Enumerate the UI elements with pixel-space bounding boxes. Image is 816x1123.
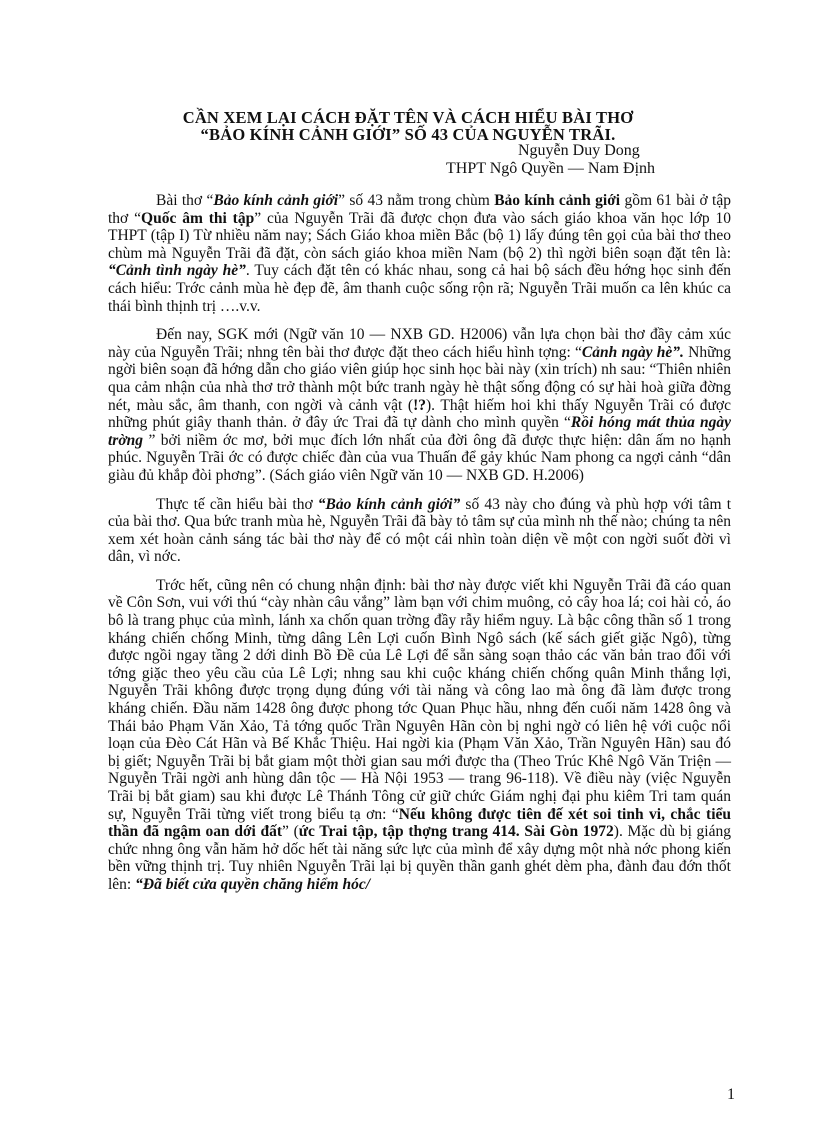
title-line-2: “BẢO KÍNH CẢNH GIỚI” SỐ 43 CỦA NGUYỄN TRÃI. <box>200 125 616 144</box>
p2-run-4: ). Thật hiếm hoi khi thấy Nguyễn Trãi có được những phút giây thanh thản. ở đây ức Trai đã tự dành cho mình quyền “ <box>108 396 732 432</box>
p2-run-0: Đến nay, SGK mới (Ngữ văn 10 — NXB GD. H2006) vẫn lựa chọn bài thơ đầy cảm xúc này của Nguyễn Trãi; nhng tên bài thơ được đặt theo cách hiểu hình tợng: “ <box>108 326 731 361</box>
p3-run-0: Thực tế cần hiểu bài thơ <box>156 495 318 513</box>
paragraph-4 <box>108 577 731 894</box>
author-school: THPT Ngô Quyền — Nam Định <box>446 160 656 177</box>
p2-run-5: Rồi hóng mát thủa ngày trờng <box>108 414 731 449</box>
paragraph-3 <box>108 496 731 566</box>
p2-run-2: Những ngời biên soạn đã hớng dẫn cho giáo viên giúp học sinh học bài này (xin trích) nh sau: “Thiên nhiên qua cảm nhận của nhà thơ trở thành một bức tranh ngày hè thật sống động có sự hài hoà giữa đờng nét, màu sắc, âm thanh, con ngời và cảnh vật ( <box>108 343 731 414</box>
p4-run-5: “Đã biết cửa quyền chăng hiểm hóc/ <box>135 875 371 893</box>
paragraph-1 <box>108 192 731 315</box>
p1-run-0: Bài thơ “ <box>156 192 214 209</box>
p3-run-2: số 43 này cho đúng và phù hợp với tâm t của bài thơ. Qua bức tranh mùa hè, Nguyễn Trãi đã bày tỏ tâm sự của mình nh thế nào; chúng ta nên xem xét hoàn cảnh sáng tác bài thơ này để có một cái nhìn toàn diện về một con ngời suốt đời vì dân, vì nớc. <box>108 495 732 566</box>
p4-run-3: ức Trai tập, tập thợng trang 414. Sài Gòn 1972 <box>298 823 614 841</box>
p2-run-1: Cảnh ngày hè”. <box>581 343 684 361</box>
p1-run-6: ” của Nguyễn Trãi đã được chọn đưa vào sách giáo khoa văn học lớp 10 THPT (tập I) Từ nhiều năm nay; Sách Giáo khoa miền Bắc (bộ 1) lấy đúng tên gọi của bài thơ theo chùm mà Nguyễn Trãi đã đặt, còn sách giáo khoa miền Nam (bộ 2) thì ngời biên soạn đặt tên là: <box>108 209 732 262</box>
page-number: 1 <box>727 1086 735 1103</box>
p1-run-8: . Tuy cách đặt tên có khác nhau, song cả hai bộ sách đều hớng học sinh đến cách hiểu: Trớc cảnh mùa hè đẹp đẽ, âm thanh cuộc sống rộn rã; Nguyễn Trãi muốn ca lên khúc ca thái bình thịnh trị ….v.v. <box>108 262 731 315</box>
p1-run-4: gồm 61 bài ở tập thơ “ <box>108 192 731 227</box>
p1-run-3: Bảo kính cảnh giới <box>494 192 621 209</box>
title-line-1: CẦN XEM LẠI CÁCH ĐẶT TÊN VÀ CÁCH HIỂU BÀI THƠ <box>182 108 634 127</box>
p4-run-4: ). Mặc dù bị giáng chức nhng ông vẫn hăm hở dốc hết tài năng sức lực của mình để xây dựng một nhà nớc phong kiến bền vững thịnh trị. Tuy nhiên Nguyễn Trãi lại bị quyền thần ganh ghét dèm pha, đành đau đớn thốt lên: <box>108 823 731 893</box>
p4-run-2: ” ( <box>282 823 299 841</box>
p1-run-2: ” số 43 nằm trong chùm <box>338 192 495 209</box>
p3-run-1: “Bảo kính cảnh giới” <box>317 495 461 513</box>
p1-run-7: “Cảnh tình ngày hè” <box>108 262 246 280</box>
p1-run-5: Quốc âm thi tập <box>141 209 255 227</box>
p2-run-6: ” bởi niềm ớc mơ, bởi mục đích lớn nhất của đời ông đã được thực hiện: dân ấm no hạnh phúc. Nguyễn Trãi ớc có được chiếc đàn của vua Thuấn để gảy khúc Nam phong ca ngợi cảnh “dân giàu đủ khắp đòi phơng”. (Sách giáo viên Ngữ văn 10 — NXB GD. H.2006) <box>108 431 731 484</box>
p2-run-3: !? <box>413 396 426 414</box>
p4-run-0: Trớc hết, cũng nên có chung nhận định: bài thơ này được viết khi Nguyễn Trãi đã cáo quan về Côn Sơn, vui với thú “cày nhàn câu vắng” làm bạn với chim muông, cỏ cây hoa lá; coi hài cỏ, áo bô là trang phục của mình, lánh xa chốn quan trờng đầy rẫy hiểm nguy. Là bậc công thần số 1 trong kháng chiến chống Minh, từng dâng Lên Lợi cuốn Bình Ngô sách (kế sách giết giặc Ngô), từng được ngồi ngay tầng 2 dới dinh Bồ Đề của Lê Lợi để sẵn sàng soạn thảo các văn bản trao đổi với tớng giặc theo yêu cầu của Lê Lợi; nhng sau khi cuộc kháng chiến chống quân Minh thắng lợi, Nguyễn Trãi không được trọng dụng đúng với tài năng và công lao mà ông đã làm được trong kháng chiến. Đầu năm 1428 ông được phong tớc Quan Phục hầu, nhng đến cuối năm 1428 ông và Thái bảo Phạm Văn Xảo, Tả tớng quốc Trần Nguyên Hãn còn bị nghi ngờ có liên hệ với cuộc nổi loạn của Đèo Cát Hãn và Bế Khắc Thiệu. Hai ngời kia (Phạm Văn Xảo, Trần Nguyên Hãn) sau đó bị giết; Nguyễn Trãi bị bắt giam một thời gian sau mới được tha (Theo Trúc Khê Ngô Văn Triện — Nguyễn Trãi ngời anh hùng dân tộc — Hà Nội 1953 — trang 96-118). Về điều này (việc Nguyễn Trãi bị bắt giam) sau khi được Lê Thánh Tông cử giữ chức Giám nghị đại phu kiêm Tri tam quán sự, Nguyễn Trãi từng viết trong biểu tạ ơn: “ <box>108 576 731 823</box>
p1-run-1: Bảo kính cảnh giới <box>213 192 339 209</box>
p4-run-1: Nếu không được tiên đế xét soi tinh vi, chắc tiểu thần đã ngậm oan dới đất <box>108 805 732 841</box>
paragraph-2 <box>108 326 731 484</box>
article-body <box>108 192 731 905</box>
author-name: Nguyễn Duy Dong <box>518 142 640 159</box>
